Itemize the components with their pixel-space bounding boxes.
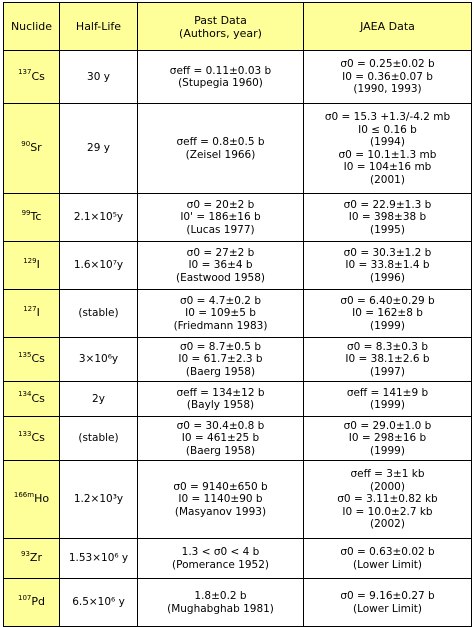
- nuclide-cell: [4, 417, 60, 461]
- jaea-data-cell-line: I0 = 33.8±1.4 b: [345, 259, 430, 272]
- past-data-cell-line: I0 = 61.7±2.3 b: [178, 353, 263, 366]
- jaea-data-cell: [304, 51, 472, 104]
- header-jaea-data: JAEA Data: [304, 3, 472, 51]
- element-symbol: Pd: [31, 595, 45, 609]
- past-data-cell-line: σ0 = 30.4±0.8 b: [176, 419, 265, 432]
- jaea-data-cell-line: σ0 = 10.1±1.3 mb: [338, 148, 437, 161]
- half-life-cell: 2.1×10⁵y: [60, 194, 138, 242]
- jaea-data-cell-line: (1999): [370, 399, 405, 411]
- jaea-data-cell-line: σ0 = 6.40±0.29 b: [340, 294, 435, 307]
- past-data-cell-line: σ0 = 20±2 b: [186, 198, 255, 211]
- past-data-cell-line: (Baerg 1958): [185, 365, 256, 378]
- header-row: [4, 3, 472, 51]
- element-symbol: Ho: [34, 492, 50, 506]
- past-data-cell-line: I0 = 36±4 b: [188, 259, 253, 272]
- jaea-data-cell-line: I0 = 0.36±0.07 b: [342, 70, 433, 83]
- past-data-cell: [138, 290, 304, 338]
- jaea-data-cell-line: (1997): [370, 365, 405, 378]
- jaea-data-cell-line: σ0 = 22.9±1.3 b: [343, 198, 432, 211]
- element-symbol: I: [36, 258, 40, 272]
- mass-number: 90: [21, 139, 31, 148]
- jaea-data-cell-line: σ0 = 3.11±0.82 kb: [337, 493, 438, 506]
- jaea-data-cell: [304, 290, 472, 338]
- half-life-cell: (stable): [60, 290, 138, 338]
- mass-number: 107: [18, 593, 32, 602]
- table-row: [4, 338, 472, 382]
- jaea-data-cell: [304, 242, 472, 290]
- nuclide-cell: [4, 242, 60, 290]
- past-data-cell-line: 1.3 < σ0 < 4 b: [181, 546, 260, 558]
- jaea-data-cell-line: (1999): [370, 444, 405, 457]
- past-data-cell-line: I0 = 461±25 b: [181, 432, 260, 445]
- jaea-data-cell-line: (1994): [370, 136, 405, 148]
- jaea-data-cell-line: I0 = 298±16 b: [348, 432, 427, 445]
- past-data-cell-line: σeff = 0.8±0.5 b: [176, 136, 265, 148]
- jaea-data-cell: [304, 194, 472, 242]
- table-row: [4, 539, 472, 579]
- past-data-cell-line: (Pomerance 1952): [172, 558, 269, 571]
- jaea-data-cell: [304, 461, 472, 539]
- element-symbol: Cs: [31, 352, 45, 366]
- mass-number: 93: [21, 549, 30, 558]
- element-symbol: Zr: [29, 551, 42, 565]
- table-row: [4, 194, 472, 242]
- jaea-data-cell: [304, 338, 472, 382]
- nuclide-cell: [4, 338, 60, 382]
- past-data-cell-line: (Baerg 1958): [185, 444, 256, 457]
- jaea-data-cell-line: (2000): [370, 480, 405, 493]
- past-data-cell-line: I0 = 109±5 b: [185, 307, 256, 320]
- half-life-cell: 1.6×10⁷y: [60, 242, 138, 290]
- past-data-cell: [138, 104, 304, 194]
- half-life-cell: 3×10⁶y: [60, 338, 138, 382]
- jaea-data-cell-line: I0 = 104±16 mb: [343, 161, 432, 173]
- nuclide-cell: [4, 194, 60, 242]
- data-table-container: [3, 2, 471, 615]
- past-data-cell: [138, 382, 304, 417]
- jaea-data-cell-line: (1999): [370, 319, 405, 332]
- past-data-cell: [138, 338, 304, 382]
- past-data-cell: [138, 194, 304, 242]
- past-data-cell-line: (Masyanov 1993): [174, 505, 267, 518]
- jaea-data-cell-line: I0 = 162±8 b: [352, 307, 423, 320]
- past-data-cell: [138, 461, 304, 539]
- element-symbol: Cs: [31, 69, 45, 83]
- table-row: [4, 461, 472, 539]
- past-data-cell: [138, 539, 304, 579]
- nuclide-cell: [4, 539, 60, 579]
- past-data-cell: [138, 417, 304, 461]
- table-row: [4, 242, 472, 290]
- element-symbol: Sr: [30, 141, 42, 155]
- past-data-cell-line: σeff = 0.11±0.03 b: [169, 64, 272, 77]
- past-data-cell-line: (Lucas 1977): [186, 223, 255, 236]
- jaea-data-cell-line: (Lower Limit): [352, 602, 422, 615]
- jaea-data-cell-line: σ0 = 30.3±1.2 b: [343, 246, 432, 259]
- half-life-cell: 2y: [60, 382, 138, 417]
- table-row: [4, 382, 472, 417]
- half-life-cell: 1.53×10⁶ y: [60, 539, 138, 579]
- header-nuclide: Nuclide: [4, 3, 60, 51]
- past-data-cell-line: (Friedmann 1983): [173, 319, 268, 332]
- half-life-cell: 30 y: [60, 51, 138, 104]
- jaea-data-cell-line: σ0 = 0.63±0.02 b: [340, 546, 435, 558]
- nuclide-cell: [4, 104, 60, 194]
- jaea-data-cell-line: I0 = 398±38 b: [348, 211, 427, 224]
- jaea-data-cell-line: σ0 = 0.25±0.02 b: [340, 58, 435, 71]
- element-symbol: Tc: [30, 210, 42, 224]
- nuclide-cell: [4, 382, 60, 417]
- header-past-data: Past Data (Authors, year): [138, 3, 304, 51]
- jaea-data-cell: [304, 417, 472, 461]
- half-life-cell: 6.5×10⁶ y: [60, 579, 138, 627]
- past-data-cell-line: σ0 = 8.7±0.5 b: [179, 340, 261, 353]
- element-symbol: I: [36, 306, 40, 320]
- nuclide-cell: [4, 290, 60, 338]
- jaea-data-cell-line: (1996): [370, 271, 405, 284]
- half-life-cell: (stable): [60, 417, 138, 461]
- jaea-data-cell: [304, 539, 472, 579]
- past-data-cell-line: (Zeisel 1966): [185, 148, 256, 161]
- half-life-cell: 1.2×10³y: [60, 461, 138, 539]
- jaea-data-cell: [304, 104, 472, 194]
- past-data-cell-line: (Eastwood 1958): [175, 271, 265, 284]
- past-data-cell: [138, 242, 304, 290]
- past-data-cell-line: σeff = 134±12 b: [176, 386, 265, 399]
- past-data-cell-line: σ0 = 9140±650 b: [173, 480, 268, 493]
- past-data-cell-line: I0 = 1140±90 b: [178, 493, 263, 506]
- jaea-data-cell-line: I0 ≤ 0.16 b: [358, 123, 417, 136]
- past-data-cell-line: (Bayly 1958): [186, 399, 255, 411]
- table-row: [4, 51, 472, 104]
- element-symbol: Cs: [31, 431, 45, 445]
- jaea-data-cell-line: (Lower Limit): [352, 558, 422, 571]
- header-half-life: Half-Life: [60, 3, 138, 51]
- jaea-data-cell: [304, 382, 472, 417]
- mass-number: 99: [21, 208, 31, 217]
- mass-number: 166m: [13, 490, 35, 499]
- past-data-cell-line: I0' = 186±16 b: [180, 211, 261, 224]
- mass-number: 133: [18, 429, 32, 438]
- jaea-data-cell-line: (1990, 1993): [353, 83, 422, 96]
- mass-number: 137: [18, 68, 32, 77]
- jaea-data-cell-line: σ0 = 9.16±0.27 b: [340, 590, 435, 602]
- nuclide-data-table: [3, 2, 472, 627]
- jaea-data-cell-line: (2002): [370, 518, 405, 531]
- jaea-data-cell-line: σ0 = 15.3 +1.3/-4.2 mb: [324, 111, 451, 123]
- mass-number: 134: [18, 390, 32, 399]
- mass-number: 135: [18, 350, 32, 359]
- mass-number: 127: [23, 304, 37, 313]
- jaea-data-cell-line: σ0 = 29.0±1.0 b: [343, 419, 432, 432]
- nuclide-cell: [4, 461, 60, 539]
- past-data-cell-line: (Stupegia 1960): [178, 77, 263, 89]
- jaea-data-cell-line: (2001): [370, 173, 405, 186]
- jaea-data-cell-line: (1995): [370, 223, 405, 236]
- past-data-cell: [138, 51, 304, 104]
- half-life-cell: 29 y: [60, 104, 138, 194]
- jaea-data-cell-line: I0 = 38.1±2.6 b: [345, 353, 430, 366]
- table-row: [4, 417, 472, 461]
- element-symbol: Cs: [31, 391, 45, 405]
- past-data-cell-line: 1.8±0.2 b: [194, 590, 247, 602]
- past-data-cell-line: σ0 = 4.7±0.2 b: [179, 294, 261, 307]
- jaea-data-cell-line: σ0 = 8.3±0.3 b: [346, 340, 428, 353]
- jaea-data-cell-line: σeff = 3±1 kb: [350, 468, 425, 481]
- nuclide-cell: [4, 51, 60, 104]
- table-row: [4, 290, 472, 338]
- jaea-data-cell-line: σeff = 141±9 b: [346, 386, 429, 399]
- jaea-data-cell-line: I0 = 10.0±2.7 kb: [342, 505, 433, 518]
- table-row: [4, 104, 472, 194]
- mass-number: 129: [23, 256, 37, 265]
- past-data-cell-line: σ0 = 27±2 b: [186, 246, 255, 259]
- past-data-cell-line: (Mughabghab 1981): [167, 602, 274, 615]
